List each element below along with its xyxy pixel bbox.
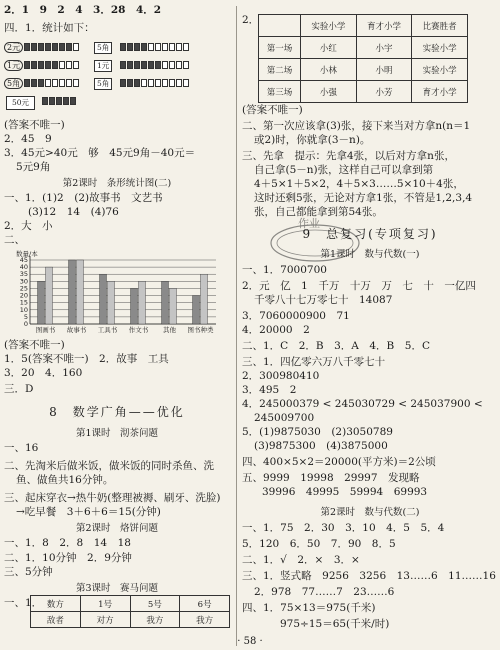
answer-line: 3．45元>40元 够 45元9角－40元＝ xyxy=(4,147,196,159)
answer-line: 一、16 xyxy=(4,442,39,454)
table-cell: 第三场 xyxy=(259,81,301,103)
picto-cell xyxy=(169,43,175,51)
answer-line: 三、1．四亿零六万八千零七十 xyxy=(242,356,386,368)
picto-cell xyxy=(73,61,79,69)
picto-cell xyxy=(59,61,65,69)
picto-cell xyxy=(162,79,168,87)
picto-cell xyxy=(73,43,79,51)
picto-cell xyxy=(169,61,175,69)
unit-heading: 9 总复习(专项复习) xyxy=(302,227,438,241)
picto-cell xyxy=(176,61,182,69)
table-cell xyxy=(259,15,301,37)
answer-line: 这时还剩5张，无论对方拿1张，不管是1,2,3,4 xyxy=(254,192,473,204)
answer-line: (3)12 14 (4)76 xyxy=(28,206,119,218)
y-tick-label: 0 xyxy=(23,320,28,328)
picto-cells xyxy=(24,43,80,51)
bar xyxy=(139,281,146,324)
table-cell: 比赛胜者 xyxy=(412,15,468,37)
answer-line: 245009700 xyxy=(254,412,315,424)
picto-cell xyxy=(31,79,37,87)
table-cell: 我方 xyxy=(180,612,230,628)
answer-line: 1．5(答案不唯一) 2．故事 工具 xyxy=(4,353,169,365)
answer-line: 一、1．8 2．8 14 18 xyxy=(4,537,131,549)
table-row xyxy=(259,81,468,103)
y-tick-label: 20 xyxy=(19,291,28,300)
answer-line: 5．(1)9875030 (2)3050789 xyxy=(242,426,393,438)
x-tick-label: 图书种类 xyxy=(187,326,214,334)
answer-line: 二、1．10分钟 2．9分钟 xyxy=(4,552,132,564)
answer-line: 二、第一次应该拿(3)张，接下来当对方拿n(n＝1 xyxy=(242,120,471,132)
picto-cell xyxy=(45,79,51,87)
picto-cell xyxy=(73,79,79,87)
answer-line: 四、1．75×13＝975(千米) xyxy=(242,602,376,614)
table-cell: 实验小学 xyxy=(412,59,468,81)
answer-line: 4．20000 2 xyxy=(242,324,310,336)
picto-cell xyxy=(24,43,30,51)
picto-cell xyxy=(120,79,126,87)
table-row xyxy=(31,612,230,628)
picto-cell xyxy=(24,61,30,69)
table-cell: 育才小学 xyxy=(412,81,468,103)
answer-line: 2．978 77……7 23……6 xyxy=(254,586,395,598)
x-tick-label: 作文书 xyxy=(128,326,149,334)
picto-cell xyxy=(45,61,51,69)
picto-label: 2元 xyxy=(4,42,23,53)
y-tick-label: 35 xyxy=(19,270,28,279)
x-tick-label: 工具书 xyxy=(97,326,118,334)
picto-cells xyxy=(120,79,190,87)
race-table xyxy=(30,595,230,628)
bar xyxy=(69,260,76,324)
answer-line: 975÷15＝65(千米/时) xyxy=(280,618,390,630)
bar xyxy=(38,281,45,324)
answer-line: 二、先淘米后做米饭，做米饭的同时杀鱼、洗 xyxy=(4,460,214,472)
table-cell: 第二场 xyxy=(259,59,301,81)
answer-line: 张，自己都能拿到第54张。 xyxy=(254,206,383,218)
answer-line: 或2)时，你就拿(3－n)。 xyxy=(254,134,371,146)
table-cell: 小芳 xyxy=(356,81,412,103)
money-box: 50元 xyxy=(6,96,35,110)
answer-line: 千零八十七万零七十 14087 xyxy=(254,294,393,306)
picto-cell xyxy=(169,79,175,87)
bar-chart xyxy=(16,250,221,335)
picto-cell xyxy=(176,43,182,51)
picto-cell xyxy=(162,43,168,51)
picto-cell xyxy=(155,79,161,87)
section-heading: 四．1．统计如下： xyxy=(4,22,95,34)
answer-line: 4．245000379 < 245030729 < 245037900 < xyxy=(242,398,483,410)
picto-cells xyxy=(120,61,190,69)
picto-cell xyxy=(66,61,72,69)
picto-cell xyxy=(49,97,55,105)
stamp-text: 作业 xyxy=(298,217,320,230)
picto-cell xyxy=(31,43,37,51)
table-cell: 小明 xyxy=(356,59,412,81)
picto-cell xyxy=(183,61,189,69)
picto-cell xyxy=(59,43,65,51)
picto-cell xyxy=(56,97,62,105)
chart-bars xyxy=(38,260,208,324)
picto-cell xyxy=(155,61,161,69)
picto-cell xyxy=(176,79,182,87)
picto-cell xyxy=(38,43,44,51)
answer-line: 三．D xyxy=(4,383,34,395)
answer-line: 四、400×5×2＝20000(平方米)＝2公顷 xyxy=(242,456,436,468)
picto-cell xyxy=(148,79,154,87)
bar xyxy=(162,281,169,324)
answer-line: 三、起床穿衣→热牛奶(整理被褥、刷牙、洗脸) xyxy=(4,492,221,504)
picto-cell xyxy=(120,61,126,69)
answer-line: 三、先拿 提示：先拿4张，以后对方拿n张， xyxy=(242,150,455,162)
answer-line: 2． xyxy=(242,14,260,26)
answer-line: 2．300980410 xyxy=(242,370,320,382)
bar xyxy=(46,267,53,324)
picto-cell xyxy=(141,79,147,87)
picto-cell xyxy=(45,43,51,51)
lesson-heading: 第2课时 条形统计图(二) xyxy=(62,178,172,189)
table-cell: 小红 xyxy=(301,37,357,59)
picto-cell xyxy=(127,61,133,69)
picto-label: 5角 xyxy=(4,78,23,89)
picto-cell xyxy=(66,79,72,87)
picto-cell xyxy=(52,79,58,87)
picto-cell xyxy=(24,79,30,87)
picto-cell xyxy=(52,61,58,69)
note-text: (答案不唯一) xyxy=(242,104,303,116)
y-tick-label: 5 xyxy=(23,312,28,321)
bar xyxy=(131,288,138,324)
right-column xyxy=(240,0,500,636)
picto-cell xyxy=(141,43,147,51)
bar xyxy=(193,296,200,324)
answer-line: 5．120 6．50 7．90 8．5 xyxy=(242,538,396,550)
unit-heading: 8 数学广角——优化 xyxy=(49,405,185,419)
answer-line: 二、1．√ 2．× 3．× xyxy=(242,554,360,566)
picto-cell xyxy=(155,43,161,51)
answer-line: 自己拿(5－n)张，这样自己可以拿到第 xyxy=(254,164,434,176)
note-text: (答案不唯一) xyxy=(4,119,65,131)
picto-cell xyxy=(42,97,48,105)
table-cell: 育才小学 xyxy=(356,15,412,37)
picto-cell xyxy=(127,79,133,87)
bar xyxy=(108,281,115,324)
section-heading: 二、 xyxy=(4,234,25,246)
picto-cells xyxy=(24,61,80,69)
table-cell: 6号 xyxy=(180,596,230,612)
lesson-heading: 第1课时 数与代数(一) xyxy=(320,249,420,260)
x-tick-label: 故事书 xyxy=(66,326,87,334)
y-tick-label: 40 xyxy=(19,263,28,272)
picto-cell xyxy=(38,61,44,69)
table-cell: 实验小学 xyxy=(301,15,357,37)
answer-line: 五、9999 19998 29997 发现略 xyxy=(242,472,420,484)
picto-cell xyxy=(148,43,154,51)
table-row xyxy=(31,596,230,612)
answer-line: 2．1 9 2 4 3．28 4．2 xyxy=(4,4,162,16)
table-cell: 小宇 xyxy=(356,37,412,59)
answer-line: 3．495 2 xyxy=(242,384,297,396)
picto-cell xyxy=(38,79,44,87)
y-tick-label: 15 xyxy=(19,298,28,307)
table-row xyxy=(259,15,468,37)
picto-cell xyxy=(148,61,154,69)
picto-cell xyxy=(52,43,58,51)
bar xyxy=(170,288,177,324)
page-number: · 58 · xyxy=(237,636,263,647)
table-cell: 对方 xyxy=(80,612,130,628)
chart-axes xyxy=(30,256,216,324)
table-cell: 1号 xyxy=(80,596,130,612)
picto-cell xyxy=(127,43,133,51)
answer-line: 二、1．C 2．B 3．A 4．B 5．C xyxy=(242,340,430,352)
answer-line: 39996 49995 59994 69993 xyxy=(262,486,428,498)
lesson-heading: 第3课时 赛马问题 xyxy=(75,583,159,594)
y-tick-label: 10 xyxy=(19,305,28,314)
answer-line: 三、5分钟 xyxy=(4,566,53,578)
picto-cell xyxy=(134,79,140,87)
table-cell: 数方 xyxy=(31,596,81,612)
table-cell: 小林 xyxy=(301,59,357,81)
answer-line: 鱼、做鱼共16分钟。 xyxy=(16,474,114,486)
table-cell: 敌者 xyxy=(31,612,81,628)
picto-cell xyxy=(134,43,140,51)
picto-cells xyxy=(120,43,190,51)
answer-line: 一、1．75 2．30 3．10 4．5 5．4 xyxy=(242,522,445,534)
bar xyxy=(77,260,84,324)
picto-tag: 5角 xyxy=(94,78,112,90)
answer-line: 一、1． xyxy=(4,597,43,609)
lesson-heading: 第2课时 烙饼问题 xyxy=(75,523,159,534)
picto-cell xyxy=(134,61,140,69)
match-table xyxy=(258,14,468,103)
answer-line: 3．7060000900 71 xyxy=(242,310,350,322)
answer-line: 2．45 9 xyxy=(4,133,52,145)
picto-cell xyxy=(141,61,147,69)
y-tick-label: 25 xyxy=(19,284,28,293)
picto-cell xyxy=(31,61,37,69)
note-text: (答案不唯一) xyxy=(4,339,65,351)
picto-cell xyxy=(66,43,72,51)
picto-tag: 1元 xyxy=(94,60,112,72)
table-cell: 5号 xyxy=(130,596,180,612)
column-divider xyxy=(236,6,237,646)
left-column xyxy=(0,0,234,636)
answer-line: 2．元 亿 1 千万 十万 万 七 十 一亿四 xyxy=(242,280,476,292)
picto-cell xyxy=(59,79,65,87)
table-row xyxy=(259,37,468,59)
answer-line: (3)9875300 (4)3875000 xyxy=(254,440,388,452)
picto-cell xyxy=(63,97,69,105)
picto-cell xyxy=(120,43,126,51)
lesson-heading: 第1课时 沏茶问题 xyxy=(75,428,159,439)
bar xyxy=(201,274,208,324)
answer-line: →吃早餐 3＋6＋6＝15(分钟) xyxy=(16,506,161,518)
picto-cell xyxy=(162,61,168,69)
picto-cell xyxy=(183,79,189,87)
table-cell: 实验小学 xyxy=(412,37,468,59)
table-cell: 第一场 xyxy=(259,37,301,59)
answer-line: 5元9角 xyxy=(16,161,51,173)
table-cell: 小强 xyxy=(301,81,357,103)
y-tick-label: 30 xyxy=(19,277,28,286)
table-row xyxy=(259,59,468,81)
bar xyxy=(100,274,107,324)
y-tick-label: 45 xyxy=(19,256,28,264)
answer-line: 一、1．7000700 xyxy=(242,264,327,276)
answer-line: 4＋5×1＋5×2，4＋5×3……5×10＋4张， xyxy=(254,178,464,190)
picto-cell xyxy=(70,97,76,105)
answer-line: 一、1．(1)2 (2)故事书 文艺书 xyxy=(4,192,163,204)
picto-tag: 5角 xyxy=(94,42,112,54)
answer-line: 3．20 4．160 xyxy=(4,367,83,379)
table-cell: 我方 xyxy=(130,612,180,628)
picto-label: 1元 xyxy=(4,60,23,71)
x-tick-label: 图画书 xyxy=(35,326,56,334)
answer-line: 三、1．竖式略 9256 3256 13……6 11……16 xyxy=(242,570,496,582)
y-axis-label: 数量/本 xyxy=(16,250,38,258)
picto-cells xyxy=(42,97,77,105)
lesson-heading: 第2课时 数与代数(二) xyxy=(320,507,420,518)
answer-line: 2．大 小 xyxy=(4,220,53,232)
x-tick-label: 其他 xyxy=(163,326,176,334)
picto-cell xyxy=(183,43,189,51)
picto-cells xyxy=(24,79,80,87)
